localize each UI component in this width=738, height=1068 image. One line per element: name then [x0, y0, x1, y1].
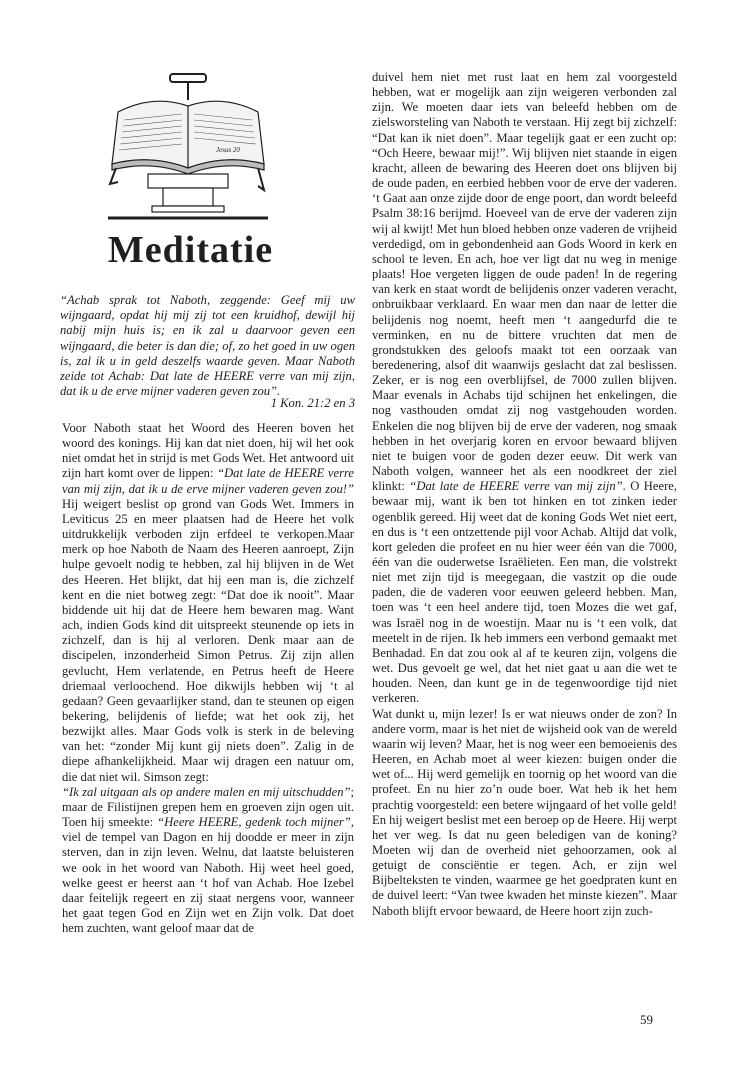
lectern-stand — [148, 174, 228, 212]
open-bible-illustration — [108, 72, 268, 220]
bible-reference: 1 Kon. 21:2 en 3 — [270, 396, 355, 410]
text-run: Voor Naboth staat het Woord des Heeren boven het woord des konings. Hij kan dat niet doen, hij wil het ook niet omdat het in strijd is met Gods Wet. Het antwoord uit zijn hart komt over de lippen: — [62, 421, 354, 481]
italic-quote: “Dat late de HEERE verre van mij zijn, dat ik u de erve mijner vaderen geven zou!” — [62, 466, 355, 496]
paragraph — [372, 707, 677, 919]
right-column — [372, 70, 677, 919]
text-run: Hij weigert beslist op grond van Gods Wet. Immers in Leviticus 25 en meer plaatsen had de Heere het volk uitdrukkelijk verboden zijn erfdeel te verkopen. — [62, 496, 354, 542]
text-run: Wat dunkt u, mijn lezer! Is er wat nieuws onder de zon? In andere vorm, maar is het niet de wijsheid ook van de wereld waarin wij leven? Maar, het is nog weer een bemoeienis des Heeren, en Achab moet al weer kiezen: buigen onder die wet of... Hij werd gemelijk en toornig op het woord van die profeet. En nu hier zo’n oude boer. Wat heb ik het hem prachtig voorgesteld: een betere wijngaard of het volle geld! En hij weigert beslist met een beroep op de Heere. Hij werpt het ver weg. Is dat nu geen beledigen van de koning? Moeten wij dan de overheid niet gehoorzamen, ook al getuigt de consciëntie er tegen. Ach, er zijn wel Bijbelteksten te vinden, waarmee ge het goedpraten kunt en de duivel leert: “Van twee kwaden het minste kiezen”. Maar Naboth blijft ervoor bewaard, de Heere hoort zijn zuch- — [372, 706, 677, 918]
meditatie-heading-text: Meditatie — [107, 229, 274, 271]
text-run: Maar merk op hoe Naboth de Naam des Heeren aanroept, Zijn hulpe gevoelt nodig te hebben, zal hij blijven in de Wet des Heeren. Het blijkt, dat hij een man is, die zichzelf kent en die niet botweg zegt: “Dat doe ik nooit”. Maar biddende uit hij dat de Heere hem bewaren mag. Want ach, indien Gods kind dit uitspreekt steunende op iets in zichzelf, dan is hij al verloren. Denk maar aan de discipelen, inzonderheid Simon Petrus. Zij zijn allen gevlucht, Hem verlatende, en Petrus heeft de Heere driemaal verloochend. Hoe dikwijls hebben wij ‘t al gedaan? Geen gevaarlijker stand, dan te steunen op eigen bekering, belijdenis of liefde; wat het ook zij, het bezwijkt alles. Maar Gods volk is sterk in de beleving van het: “zonder Mij kunt gij niets doen”. Zalig in de diepe afhankelijkheid. Maar wij dragen een natuur om, die dat niet wil. Simson zegt: — [62, 527, 354, 784]
text-run: . O Heere, bewaar mij, want ik ben tot hinken en tot zinken ieder ogenblik gereed. Hij weet dat de koning Gods Wet niet eert, en dus is ‘t een ontzettende pijl voor Achab. Altijd dat volk, kort geleden die profeet en nu hier weer één van die 7000, één van die ouderwetse Israëlieten. Een man, die volstrekt niet met zijn tijd is meegegaan, die vastzit op die oude paden, die de vaderen voor eeuwen geleerd hebben. Man, toen was ‘t een heel andere tijd, toen Mozes die wet gaf, was Israël nog in de woestijn. Maar nu is ‘t een volk, dat meetelt in de rijen. Ik heb immers een verbond gemaakt met Benhadad. En dat zou ook al af te keuren zijn, volgens die wet. Dus gevoelt ge wel, dat het niet gaat u aan die wet te houden. Neen, dan kunt ge in de tegenwoordige tijd niet verkeren. — [372, 479, 677, 706]
text-run: ; maar de Filistijnen grepen hem en groeven zijn ogen uit. Toen hij smeekte: — [62, 784, 354, 830]
italic-quote: “Ik zal uitgaan als op andere malen en mij uitschudden” — [62, 784, 351, 799]
bible-quote: “Achab sprak tot Naboth, zeggende: Geef mij uw wijngaard, opdat hij mij zij tot een kruidhof, dewijl hij nabij mijn huis is; en ik zal u daarvoor geven een wijngaard, die beter is dan die; of, zo het goed in uw ogen is, zal ik u in geld deszelfs waarde geven. Maar Naboth zeide tot Achab: Dat late de HEERE verre van mij zijn, dat ik u de erve mijner vaderen geven zou”. — [60, 293, 355, 399]
meditatie-heading — [98, 222, 283, 272]
italic-quote: “Heere HEERE, gedenk toch mijner” — [157, 815, 351, 830]
bookmark-clasp — [170, 74, 206, 100]
book-page-text: Jesus 20 — [216, 146, 240, 154]
book-pages — [112, 101, 264, 168]
page-number: 59 — [640, 1012, 653, 1027]
paragraph — [62, 785, 354, 937]
text-run: duivel hem niet met rust laat en hem zal voorgesteld hebben, wat er mogelijk aan zijn weigeren verbonden zal zijn. We moeten daar iets van beleefd hebben om de zielsworsteling van Naboth te verstaan. Hij zegt bij zichzelf: “Dat kan ik niet doen”. Maar tegelijk gaat er een zucht op: “Och Heere, bewaar mij!”. Wij blijven niet staande in eigen kracht, alleen de bewaring des Heeren doet ons blijven bij de oude paden, en eerbied hebben voor de erve der vaderen. ‘t Gaat aan onze zijde door de enge poort, dan wordt beleefd Psalm 38:16 berijmd. Hoeveel van de erve der vaderen zijn wij al kwijt! Met hun bloed hebben onze vaderen de vrijheid verdedigd, om in gebondenheid aan Gods Woord in kerk en school te leven. En ach, hoe ver ligt dat nu weg in menige plaats! Hoe vergeten liggen de oude paden! In de regering van kerk en staat wordt de belijdenis onzer vaderen veracht, onbruikbaar verklaard. En waar men dan naar de letter die belijdenis nog noemt, heeft men ‘t aangedurfd die te verminken, en nu de bittere vruchten dat men de grondstukken des geloofs maakt tot een oorzaak van beredenering, alsof dit waanwijs geslacht dat zal beslissen. Zeker, er is nog een overblijfsel, de 7000 zullen blijven. Maar evenals in Achabs tijd schijnen het enkelingen, die nog vasthouden omdat zij nog vastgehouden worden. Enkelen die nog blijven bij de erve der vaderen, nog smaak hebben in het overjarig koren en ervoor bewaard blijven niet te buigen voor de goden dezer eeuw. Dit werk van Naboth volgen, wanneer het als een noodkreet der ziel klinkt: — [372, 70, 677, 494]
left-column — [62, 421, 354, 936]
italic-quote: “Dat late de HEERE verre van mij zijn” — [409, 479, 623, 494]
paragraph — [372, 70, 677, 707]
text-run: , viel de tempel van Dagon en hij doodde er meer in zijn sterven, dan in zijn leven. Welnu, dat laatste beluisteren we ook in het woord van Naboth. Hij weet heel goed, welke geest er heerst aan ‘t hof van Achab. Hoe Izebel daar feitelijk regeert en zij staat nergens voor, wanneer het gaat tegen God en Zijn wet en Zijn volk. Dat doet hem zuchten, want geloof maar dat de — [62, 815, 354, 936]
paragraph — [62, 421, 354, 785]
